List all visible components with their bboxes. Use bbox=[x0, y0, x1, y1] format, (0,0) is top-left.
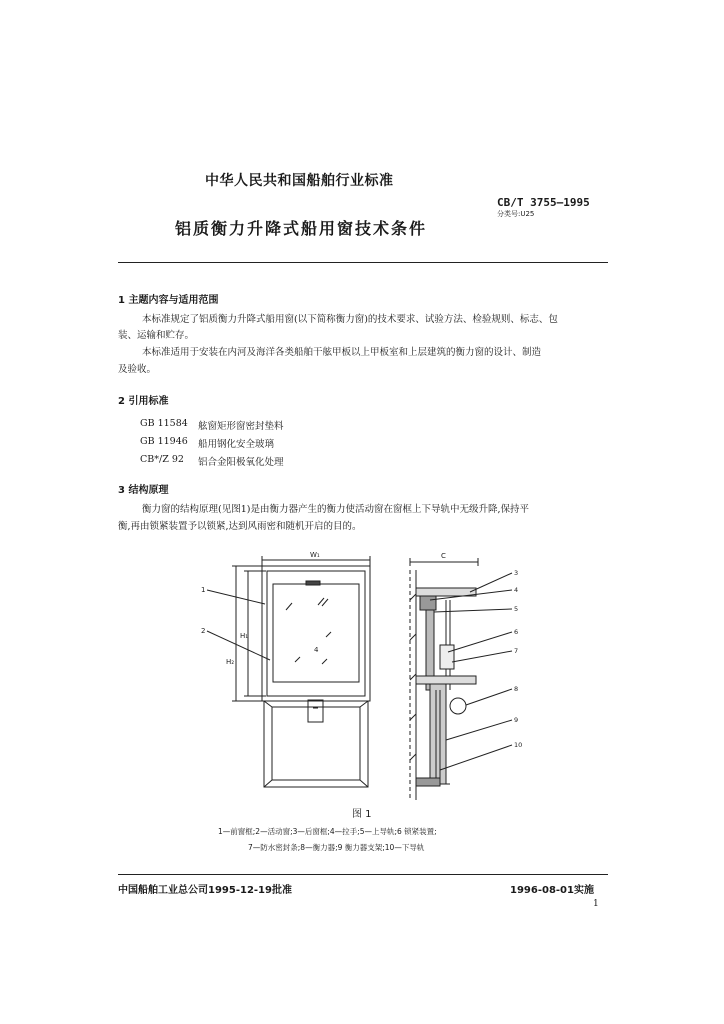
standard-code: CB/T 3755—1995 bbox=[497, 196, 590, 209]
lock-device-section bbox=[440, 645, 454, 669]
section-2-heading: 2 引用标准 bbox=[118, 396, 169, 407]
dim-width-label: W₁ bbox=[310, 551, 320, 559]
figure-caption: 图 1 bbox=[352, 809, 372, 820]
balancer-drum bbox=[450, 698, 466, 714]
label-4: 4 bbox=[514, 586, 519, 594]
implementation-date: 1996-08-01实施 bbox=[510, 885, 594, 896]
lock-handle bbox=[308, 700, 323, 722]
section-1-paragraph-2-line-2: 及验收。 bbox=[118, 364, 157, 375]
reference-title: 舷窗矩形窗密封垫料 bbox=[198, 421, 284, 432]
section-top-frame bbox=[416, 588, 476, 596]
glass-pane bbox=[273, 584, 359, 682]
section-3-paragraph-line-2: 衡,再由锁紧装置予以锁紧,达到风雨密和随机开启的目的。 bbox=[118, 521, 362, 532]
label-9: 9 bbox=[514, 716, 519, 724]
section-1-paragraph-1-line-1: 本标准规定了铝质衡力升降式船用窗(以下简称衡力窗)的技术要求、试验方法、检验规则、标志、包 bbox=[142, 314, 558, 325]
label-2: 2 bbox=[201, 627, 206, 635]
label-8: 8 bbox=[514, 685, 519, 693]
figure-legend-line-1: 1—前窗框;2—活动窗;3—后窗框;4—拉手;5—上导轨;6 锁紧装置; bbox=[218, 827, 437, 836]
lower-window-inner bbox=[272, 707, 360, 780]
label-3: 3 bbox=[514, 569, 519, 577]
dim-section-label: C bbox=[441, 552, 446, 560]
dim-outer-height-label: H₂ bbox=[226, 658, 235, 666]
label-1: 1 bbox=[201, 586, 206, 594]
front-window-frame bbox=[262, 566, 370, 701]
sliding-window-outer bbox=[267, 571, 365, 696]
section-1-paragraph-1-line-2: 装、运输和贮存。 bbox=[118, 330, 195, 341]
label-7: 7 bbox=[514, 647, 519, 655]
footer-divider bbox=[118, 874, 608, 875]
industry-standard-heading: 中华人民共和国船舶行业标准 bbox=[205, 173, 394, 189]
reference-code: CB*/Z 92 bbox=[140, 454, 184, 465]
label-10: 10 bbox=[514, 741, 523, 749]
lower-window-frame bbox=[264, 701, 368, 787]
lower-rail bbox=[416, 778, 440, 786]
top-handle bbox=[306, 581, 320, 585]
figure-legend-line-2: 7—防水密封条;8—衡力器;9 衡力器支架;10—下导轨 bbox=[248, 843, 425, 852]
dim-inner-height-label: H₁ bbox=[240, 632, 249, 640]
reference-code: GB 11584 bbox=[140, 418, 188, 429]
section-3-paragraph-line-1: 衡力窗的结构原理(见图1)是由衡力器产生的衡力使活动窗在窗框上下导轨中无级升降,保持平 bbox=[142, 504, 529, 515]
section-1-paragraph-2-line-1: 本标准适用于安装在内河及海洋各类船舶干舷甲板以上甲板室和上层建筑的衡力窗的设计、制造 bbox=[142, 347, 542, 358]
label-5: 5 bbox=[514, 605, 519, 613]
reference-code: GB 11946 bbox=[140, 436, 188, 447]
upper-rail bbox=[420, 596, 436, 610]
document-title: 铝质衡力升降式船用窗技术条件 bbox=[175, 219, 428, 238]
approval-date: 中国船舶工业总公司1995-12-19批准 bbox=[118, 885, 292, 896]
section-1-heading: 1 主题内容与适用范围 bbox=[118, 295, 219, 306]
reference-title: 铝合金阳极氧化处理 bbox=[198, 457, 284, 468]
classification-number: 分类号:U25 bbox=[497, 210, 535, 218]
glass-mark: 4 bbox=[314, 646, 319, 654]
reference-title: 船用钢化安全玻璃 bbox=[198, 439, 275, 450]
label-6: 6 bbox=[514, 628, 519, 636]
page-number: 1 bbox=[593, 899, 599, 909]
section-3-heading: 3 结构原理 bbox=[118, 485, 169, 496]
